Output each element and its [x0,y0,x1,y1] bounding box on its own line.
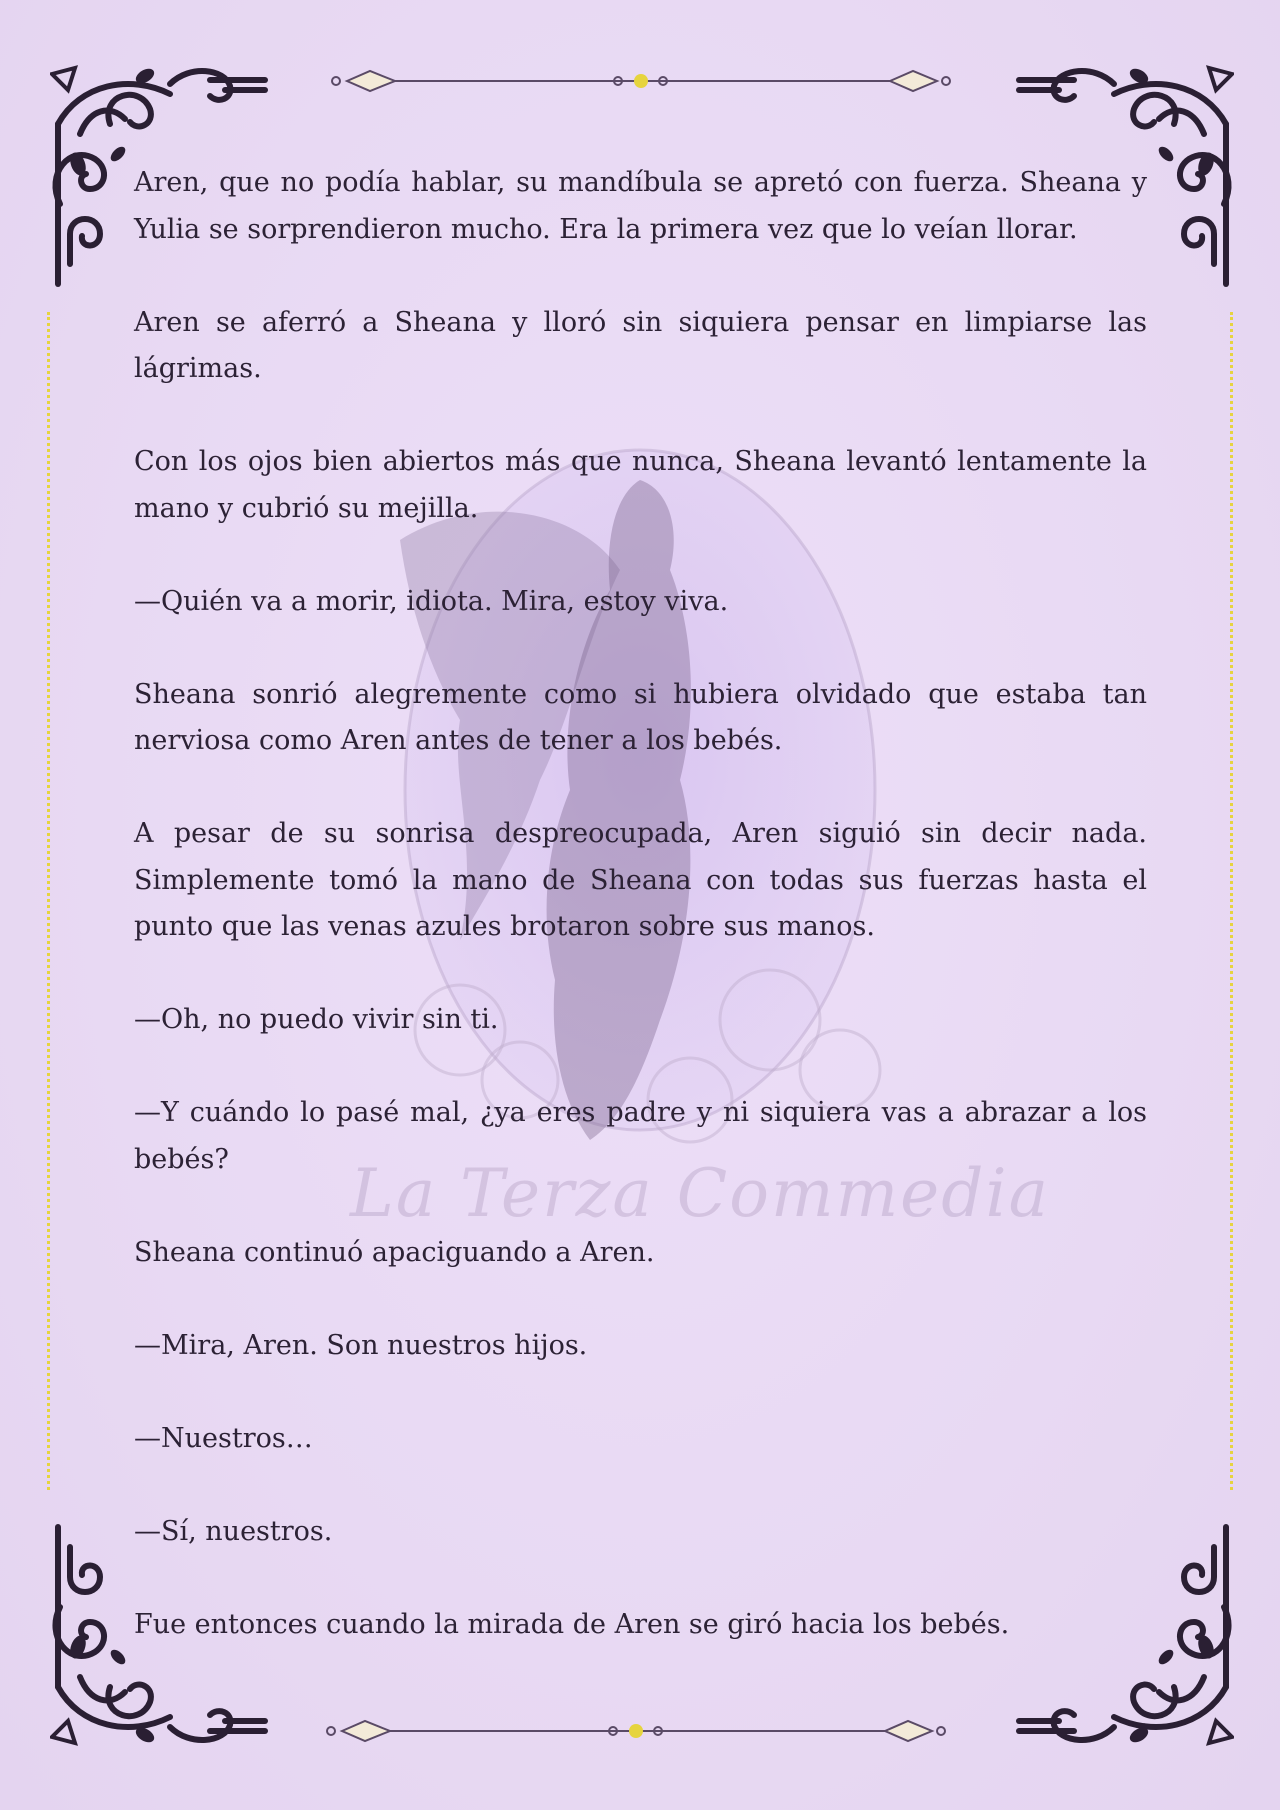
diamond-divider-icon [325,66,965,96]
story-text [134,160,1147,1648]
watermark-text: La Terza Commedia [350,1155,1050,1232]
paragraph: Aren, que no podía hablar, su mandíbula se apretó con fuerza. Sheana y Yulia se sorprendieron mucho. Era la primera vez que lo veían llorar. [134,167,1147,245]
paragraph: Sheana continuó apaciguando a Aren. [134,1236,655,1268]
left-dotted-border [47,312,50,1490]
dialogue-line: —Sí, nuestros. [134,1515,333,1547]
paragraph: Sheana sonrió alegremente como si hubiera olvidado que estaba tan nerviosa como Aren antes de tener a los bebés. [134,678,1147,756]
paragraph: Aren se aferró a Sheana y lloró sin siquiera pensar en limpiarse las lágrimas. [134,306,1147,384]
dialogue-line: —Y cuándo lo pasé mal, ¿ya eres padre y ni siquiera vas a abrazar a los bebés? [134,1097,1147,1175]
diamond-divider-icon [320,1716,960,1746]
paragraph: Con los ojos bien abiertos más que nunca, Sheana levantó lentamente la mano y cubrió su mejilla. [134,446,1147,524]
dialogue-line: —Mira, Aren. Son nuestros hijos. [134,1329,588,1361]
dialogue-line: —Nuestros… [134,1422,313,1454]
paragraph: Fue entonces cuando la mirada de Aren se giró hacia los bebés. [134,1608,1010,1640]
dialogue-line: —Oh, no puedo vivir sin ti. [134,1004,499,1035]
right-dotted-border [1230,312,1233,1490]
dialogue-line: —Quién va a morir, idiota. Mira, estoy viva. [134,585,729,617]
paragraph: A pesar de su sonrisa despreocupada, Aren siguió sin decir nada. Simplemente tomó la mano de Sheana con todas sus fuerzas hasta el punto que las venas azules brotaron sobre sus manos. [134,818,1147,942]
